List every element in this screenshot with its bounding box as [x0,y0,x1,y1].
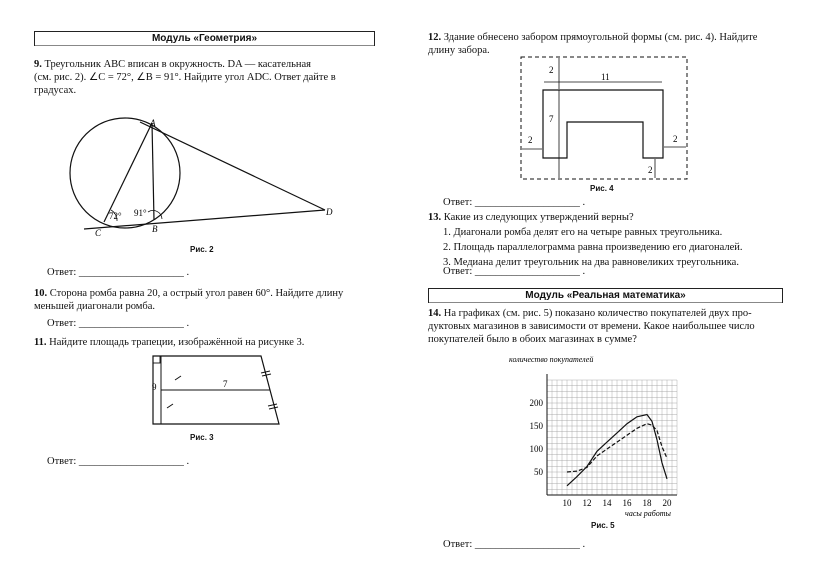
y-tick-label: 50 [534,467,543,477]
dim-bottom-2-label: 2 [648,165,653,175]
statement-item: 3. Медиана делит треугольник на два равновеликих треугольника. [443,257,739,268]
question-9 [34,58,379,97]
answer-blank[interactable]: ____________________ . [474,266,586,277]
answer-blank[interactable]: ____________________ . [474,197,586,208]
answer-10 [47,317,189,330]
y-tick-label: 200 [529,398,543,408]
x-tick-label: 12 [582,498,592,508]
x-axis-label: часы работы [625,509,671,518]
y-axis-label: количество покупателей [509,355,594,364]
side-AB [152,123,154,220]
tangent-DA [140,122,325,210]
question-13 [428,211,793,269]
label-B: B [152,224,158,234]
figure-4-building-fence [515,52,695,182]
question-number: 14. [428,308,442,319]
tick-diagonal [167,404,173,408]
dim-top-2-label: 2 [549,65,554,75]
angle-C-value: 72° [109,211,122,221]
y-tick-label: 150 [529,421,543,431]
answer-13 [443,265,585,278]
building-outline [543,90,663,158]
question-text: На графиках (см. рис. 5) показано количество покупателей двух про- [443,308,752,319]
question-number: 10. [34,288,48,299]
answer-blank[interactable]: ____________________ . [78,318,190,329]
question-number: 13. [428,212,442,223]
question-text: Сторона ромба равна 20, а острый угол равен 60°. Найдите длину [49,288,344,299]
answer-14 [443,538,585,551]
answer-12 [443,196,585,209]
answer-blank[interactable]: ____________________ . [474,539,586,550]
answer-label: Ответ: [47,456,77,467]
statement-list [428,226,793,269]
answer-label: Ответ: [443,266,473,277]
circumcircle [70,118,180,228]
question-number: 9. [34,59,42,70]
module-geometry-banner [34,31,375,46]
question-text: меньшей диагонали ромба. [34,301,156,312]
figure-5-line-chart [505,350,705,520]
figure-5-caption: Рис. 5 [591,521,615,530]
answer-label: Ответ: [443,539,473,550]
module-title: Модуль «Реальная математика» [525,290,686,301]
label-D: D [326,207,333,217]
x-tick-label: 18 [642,498,652,508]
dim-width-11-label: 11 [601,72,610,82]
question-text: Какие из следующих утверждений верны? [443,212,634,223]
x-tick-label: 16 [622,498,632,508]
figure-2-circle-triangle [60,112,350,242]
midline-label: 7 [223,379,228,389]
answer-label: Ответ: [47,318,77,329]
dim-height-7-label: 7 [549,114,554,124]
question-14 [428,307,793,346]
figure-4-caption: Рис. 4 [590,184,614,193]
question-10 [34,287,379,313]
figure-2-caption: Рис. 2 [190,245,214,254]
answer-9 [47,266,189,279]
label-C: C [95,228,102,238]
tick-diagonal [175,376,181,380]
y-tick-label: 100 [529,444,543,454]
x-tick-label: 20 [662,498,672,508]
question-text: покупателей было в обоих магазинах в сумме? [428,334,637,345]
question-text: Треугольник ABC вписан в окружность. DA — касательная [44,59,311,70]
x-tick-label: 14 [602,498,612,508]
question-text: Найдите площадь трапеции, изображённой на рисунке 3. [49,337,305,348]
question-text: (см. рис. 2). ∠C = 72°, ∠B = 91°. Найдите угол ADC. Ответ дайте в [34,72,336,83]
tick-right-side [268,404,277,406]
dim-right-2-label: 2 [673,134,678,144]
angle-B-value: 91° [134,208,147,218]
dim-left-2-label: 2 [528,135,533,145]
question-11 [34,336,379,349]
statement-item: 2. Площадь параллелограмма равна произведению его диагоналей. [443,242,743,253]
right-angle-mark [153,356,160,363]
figure-3-trapezoid [145,350,285,430]
module-title: Модуль «Геометрия» [151,33,258,44]
module-real-math-banner [428,288,783,303]
tick-right-side [269,407,278,409]
statement-item: 1. Диагонали ромба делят его на четыре равных треугольника. [443,227,723,238]
answer-label: Ответ: [47,267,77,278]
question-number: 11. [34,337,47,348]
question-text: градусах. [34,85,77,96]
height-label: 9 [152,382,157,392]
question-number: 12. [428,32,442,43]
question-text: Здание обнесено забором прямоугольной формы (см. рис. 4). Найдите [443,32,758,43]
answer-blank[interactable]: ____________________ . [78,456,190,467]
answer-11 [47,455,189,468]
answer-blank[interactable]: ____________________ . [78,267,190,278]
figure-3-caption: Рис. 3 [190,433,214,442]
question-text: длину забора. [428,45,490,56]
answer-label: Ответ: [443,197,473,208]
question-text: дуктовых магазинов в зависимости от времени. Какое наибольшее число [428,321,755,332]
x-tick-label: 10 [562,498,572,508]
label-A: A [150,118,156,128]
plot-area [530,374,678,508]
